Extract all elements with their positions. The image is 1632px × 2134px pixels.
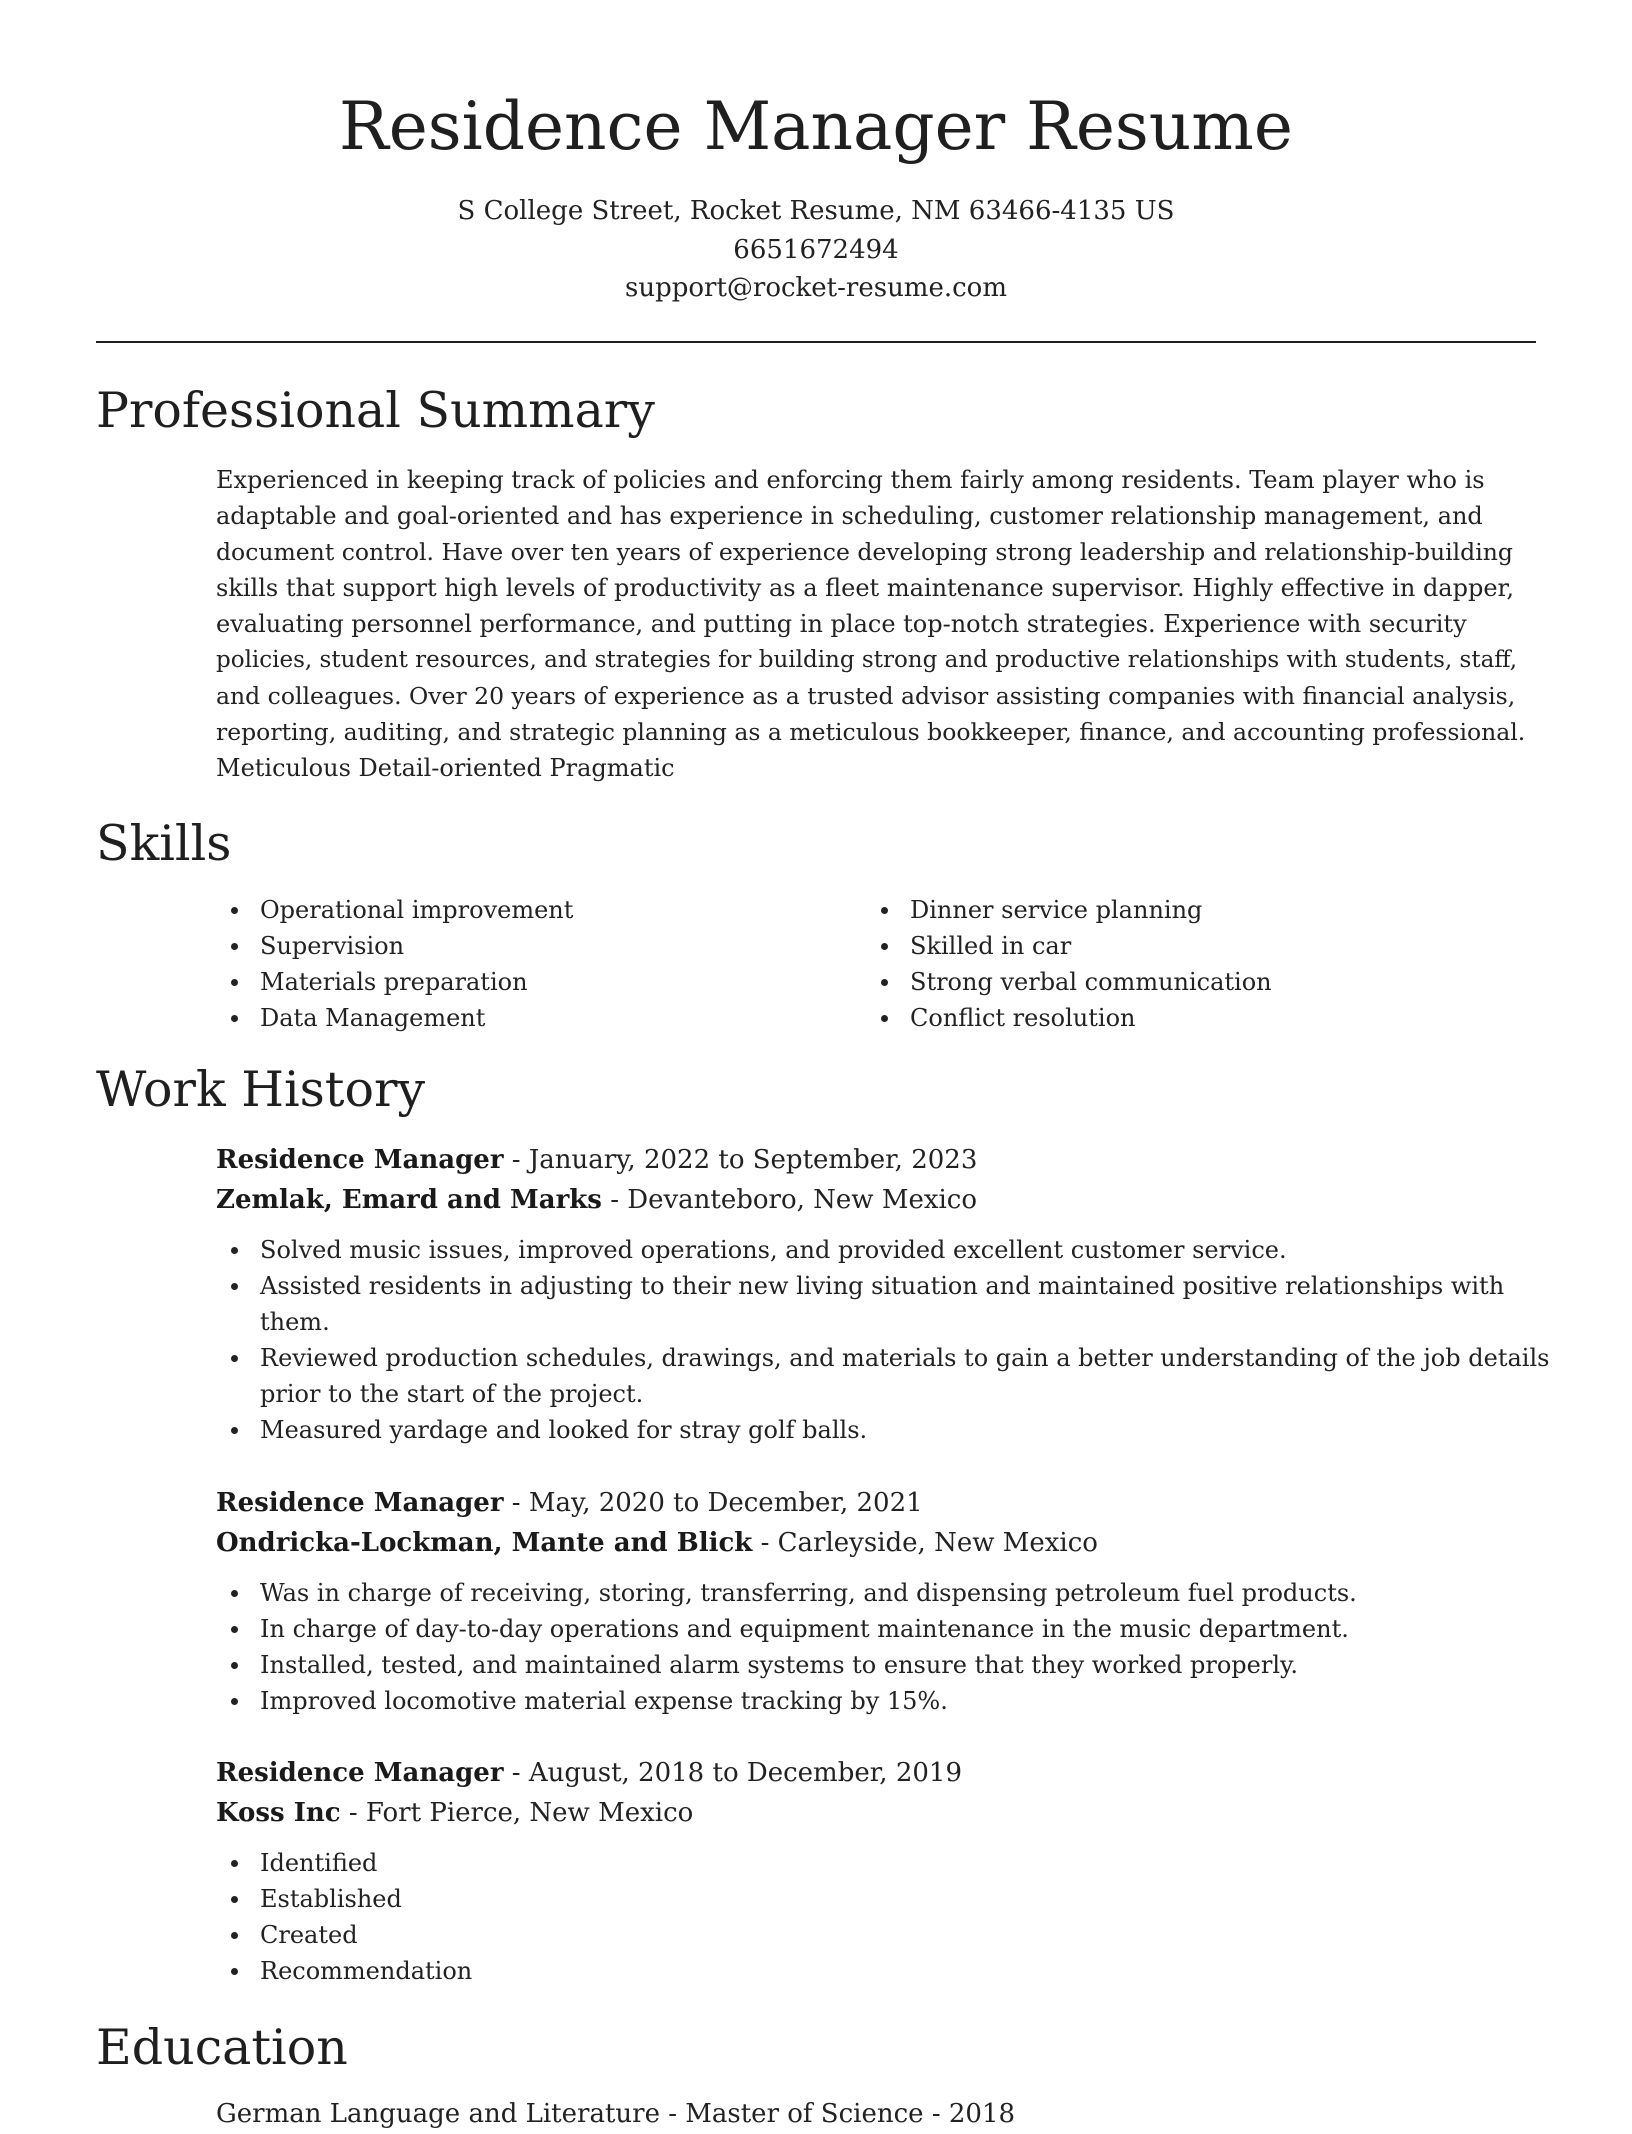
duty-item: Improved locomotive material expense tracking by 15%. [216,1683,1540,1719]
duty-item: Was in charge of receiving, storing, transferring, and dispensing petroleum fuel products. [216,1575,1540,1611]
duty-item: Established [216,1881,1540,1917]
job-dates: - January, 2022 to September, 2023 [503,1145,978,1175]
work-history-heading: Work History [96,1061,426,1118]
summary-line: Experienced in keeping track of policies and enforcing them fairly among residents. Team player who is [216,466,1485,494]
summary-line: policies, student resources, and strategies for building strong and productive relationships with students, staff, [216,647,1518,673]
summary-line: and colleagues. Over 20 years of experience as a trusted advisor assisting companies with financial analysis, [216,682,1516,710]
bullet-icon [231,907,238,914]
bullet-icon [231,1698,238,1705]
summary-line: document control. Have over ten years of experience developing strong leadership and relationship-building [216,538,1513,566]
summary-line: reporting, auditing, and strategic planning as a meticulous bookkeeper, finance, and accounting professional. [216,718,1526,746]
job-company: Koss Inc [216,1798,341,1828]
contact-block [0,192,1632,308]
job-title-line [216,1753,1540,1793]
bullet-icon [231,1247,238,1254]
job-location: - Carleyside, New Mexico [752,1528,1098,1558]
bullet-icon [231,1283,238,1290]
job-duties [216,1232,1550,1448]
bullet-icon [231,1427,238,1434]
job-title: Residence Manager [216,1145,504,1175]
skills-heading: Skills [96,815,232,872]
job-company: Zemlak, Emard and Marks [216,1185,602,1215]
skill-item: Conflict resolution [866,1000,1272,1036]
bullet-icon [231,1355,238,1362]
bullet-icon [231,1968,238,1975]
duty-item: Measured yardage and looked for stray golf balls. [216,1412,1540,1448]
job-company: Ondricka-Lockman, Mante and Blick [216,1528,753,1558]
contact-phone: 6651672494 [733,234,899,265]
job-title-line [216,1483,1540,1523]
contact-email: support@rocket-resume.com [624,273,1007,303]
bullet-icon [231,979,238,986]
job-dates: - May, 2020 to December, 2021 [503,1488,923,1518]
duty-item: Identified [216,1845,1540,1881]
summary-text [216,462,1540,786]
bullet-icon [881,943,888,950]
job-entry [216,1483,1540,1719]
job-entry [216,1753,1540,1989]
skill-item: Strong verbal communication [866,964,1272,1000]
skills-list-right [866,892,1272,1036]
summary-line: skills that support high levels of productivity as a fleet maintenance supervisor. Highly effective in dapper, [216,574,1515,602]
bullet-icon [231,1015,238,1022]
job-location: - Fort Pierce, New Mexico [340,1798,694,1828]
summary-line: Meticulous Detail-oriented Pragmatic [216,754,675,782]
duty-item: Created [216,1917,1540,1953]
duty-item: Solved music issues, improved operations, and provided excellent customer service. [216,1232,1540,1268]
job-duties [216,1845,1540,1989]
job-title-line [216,1140,1540,1180]
job-company-line [216,1793,1540,1833]
bullet-icon [231,1860,238,1867]
education-heading: Education [96,2019,348,2076]
bullet-icon [881,1015,888,1022]
bullet-icon [881,907,888,914]
job-location: - Devanteboro, New Mexico [601,1185,978,1215]
duty-item: Reviewed production schedules, drawings, and materials to gain a better understanding of the job details prior to the start of the project. [216,1340,1540,1412]
duty-item: Recommendation [216,1953,1540,1989]
summary-heading: Professional Summary [96,382,655,439]
bullet-icon [231,1662,238,1669]
duty-item: Installed, tested, and maintained alarm systems to ensure that they worked properly. [216,1647,1540,1683]
education-entry: German Language and Literature - Master of Science - 2018 [216,2099,1016,2129]
skill-item: Dinner service planning [866,892,1272,928]
summary-line: adaptable and goal-oriented and has experience in scheduling, customer relationship management, and [216,502,1483,530]
job-title: Residence Manager [216,1758,504,1788]
header-divider [96,341,1536,343]
job-company-line [216,1523,1540,1563]
summary-line: evaluating personnel performance, and putting in place top-notch strategies. Experience with security [216,610,1467,638]
skill-item: Skilled in car [866,928,1272,964]
job-company-line [216,1180,1540,1220]
contact-address: S College Street, Rocket Resume, NM 63466-4135 US [457,196,1175,226]
skills-list-left [216,892,573,1036]
bullet-icon [231,1932,238,1939]
bullet-icon [231,1590,238,1597]
bullet-icon [231,943,238,950]
bullet-icon [881,979,888,986]
job-entry [216,1140,1550,1448]
duty-item: Assisted residents in adjusting to their new living situation and maintained positive relationships with them. [216,1268,1540,1340]
skill-item: Materials preparation [216,964,573,1000]
job-dates: - August, 2018 to December, 2019 [503,1758,962,1788]
resume-title: Residence Manager Resume [339,88,1293,165]
skill-item: Data Management [216,1000,573,1036]
bullet-icon [231,1626,238,1633]
job-duties [216,1575,1540,1719]
bullet-icon [231,1896,238,1903]
duty-item: In charge of day-to-day operations and equipment maintenance in the music department. [216,1611,1540,1647]
skill-item: Supervision [216,928,573,964]
skill-item: Operational improvement [216,892,573,928]
job-title: Residence Manager [216,1488,504,1518]
